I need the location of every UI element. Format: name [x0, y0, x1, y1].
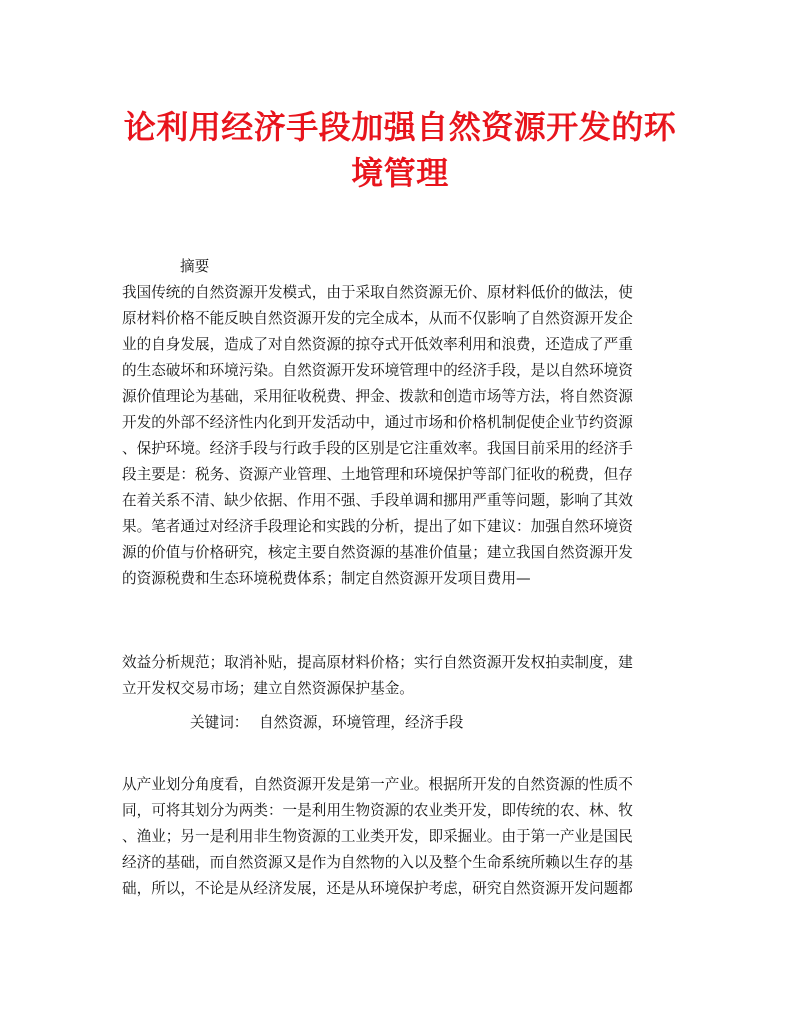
abstract-line: 开发的外部不经济性内化到开发活动中，通过市场和价格机制促使企业节约资源: [122, 414, 633, 431]
abstract-line: 源价值理论为基础，采用征收税费、押金、拨款和创造市场等方法，将自然资源: [122, 388, 633, 405]
body-line: 础，所以，不论是从经济发展，还是从环境保护考虑，研究自然资源开发问题都: [122, 880, 633, 897]
abstract-line: 果。笔者通过对经济手段理论和实践的分析，提出了如下建议：加强自然环境资: [122, 518, 633, 535]
body-paragraph: [122, 772, 682, 902]
keywords-value: 自然资源，环境管理，经济手段: [259, 714, 464, 731]
abstract-line: 源的价值与价格研究，核定主要自然资源的基准价值量；建立我国自然资源开发: [122, 544, 633, 561]
body-line: 从产业划分角度看，自然资源开发是第一产业。根据所开发的自然资源的性质不: [122, 776, 633, 793]
abstract-label: 摘要: [180, 258, 210, 275]
abstract-line: 的生态破坏和环境污染。自然资源开发环境管理中的经济手段，是以自然环境资: [122, 362, 633, 379]
document-title: 论利用经济手段加强自然资源开发的环境管理: [123, 108, 677, 192]
abstract-line: 原材料价格不能反映自然资源开发的完全成本，从而不仅影响了自然资源开发企: [122, 310, 633, 327]
abstract-line: 效益分析规范；取消补贴，提高原材料价格；实行自然资源开发权拍卖制度，建: [122, 654, 633, 671]
abstract-line: 我国传统的自然资源开发模式，由于采取自然资源无价、原材料低价的做法，使: [122, 284, 633, 301]
keywords-line: [190, 710, 469, 736]
abstract-line: 在着关系不清、缺少依据、作用不强、手段单调和挪用严重等问题，影响了其效: [122, 492, 633, 509]
keywords-label: 关键词：: [190, 714, 249, 731]
body-line: 经济的基础，而自然资源又是作为自然物的入以及整个生命系统所赖以生存的基: [122, 854, 633, 871]
body-line: 、渔业；另一是利用非生物资源的工业类开发，即采掘业。由于第一产业是国民: [122, 828, 633, 845]
abstract-line: 的资源税费和生态环境税费体系；制定自然资源开发项目费用—: [122, 570, 531, 587]
body-line: 同，可将其划分为两类：一是利用生物资源的农业类开发，即传统的农、林、牧: [122, 802, 633, 819]
abstract-line: 、保护环境。经济手段与行政手段的区别是它注重效率。我国目前采用的经济手: [122, 440, 633, 457]
abstract-line: 立开发权交易市场；建立自然资源保护基金。: [122, 680, 414, 697]
abstract-paragraph: [122, 280, 682, 592]
abstract-line: 段主要是：税务、资源产业管理、土地管理和环境保护等部门征收的税费，但存: [122, 466, 633, 483]
abstract-line: 业的自身发展，造成了对自然资源的掠夺式开低效率利用和浪费，还造成了严重: [122, 336, 633, 353]
abstract-paragraph-continued: [122, 650, 682, 702]
